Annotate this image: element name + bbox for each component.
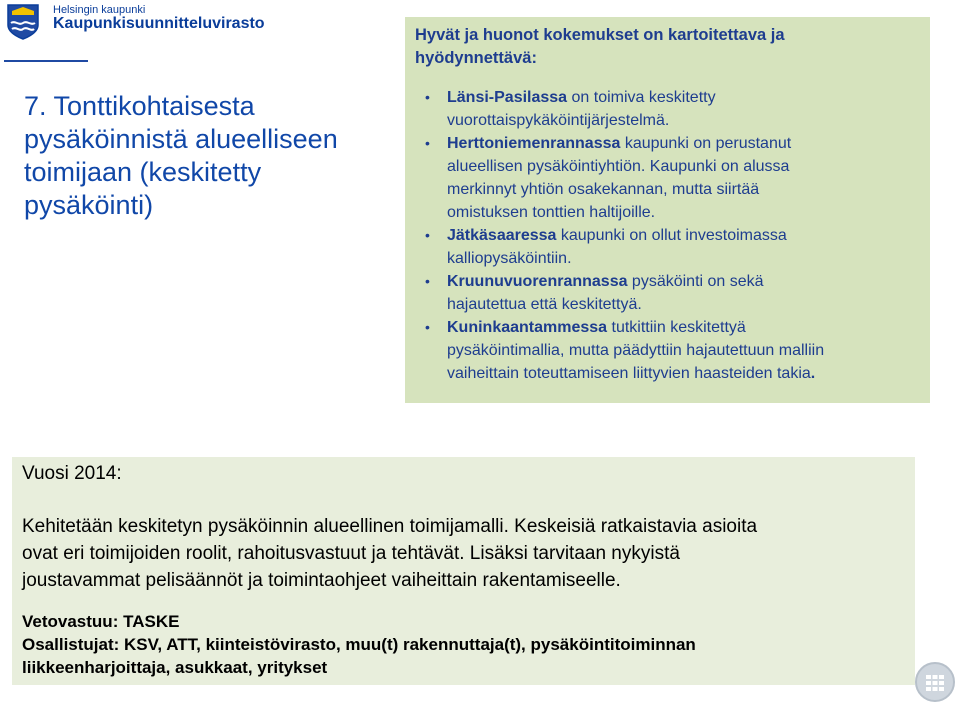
plan-line: ovat eri toimijoiden roolit, rahoitusvastuut ja tehtävät. Lisäksi tarvitaan nykyistä (22, 543, 680, 564)
experience-list (415, 86, 920, 385)
list-item (415, 316, 920, 385)
title-line: pysäköinnistä alueelliseen (24, 124, 338, 154)
bullet-text: omistuksen tonttien haltijoille. (447, 204, 656, 221)
bullet-text: merkinnyt yhtiön osakekannan, mutta siirtää (447, 181, 760, 198)
responsible-party: Vetovastuu: TASKE (22, 612, 180, 631)
panel-heading-line: Hyvät ja huonot kokemukset on kartoitettava ja (415, 26, 785, 44)
plan-line: Kehitetään keskitetyn pysäköinnin alueellinen toimijamalli. Keskeisiä ratkaistavia asioita (22, 516, 758, 537)
department-name: Kaupunkisuunnitteluvirasto (53, 15, 265, 32)
place-name: Jätkäsaaressa (447, 227, 557, 244)
bullet-end-mark: . (810, 365, 816, 382)
bullet-text: pysäköintimallia, mutta päädyttiin hajautettuun malliin (447, 342, 825, 359)
list-item (415, 132, 920, 224)
bullet-text: vaiheittain toteuttamiseen liittyvien haasteiden takia (447, 365, 811, 382)
title-line: 7. Tonttikohtaisesta (24, 91, 255, 121)
bullet-text: kaupunki on perustanut (620, 135, 792, 152)
city-logo (6, 3, 286, 41)
participants-line: liikkeenharjoittaja, asukkaat, yritykset (22, 658, 328, 677)
helsinki-crest-icon (6, 3, 40, 41)
list-item (415, 86, 920, 132)
experiences-panel (405, 17, 930, 403)
panel-heading-line: hyödynnettävä: (415, 49, 537, 67)
bullet-text: on toimiva keskitetty (567, 89, 716, 106)
place-name: Herttoniemenrannassa (447, 135, 621, 152)
participants-line: Osallistujat: KSV, ATT, kiinteistövirasto, muu(t) rakennuttaja(t), pysäköintitoiminnan (22, 635, 696, 654)
place-name: Länsi-Pasilassa (447, 89, 568, 106)
title-line: pysäköinti) (24, 190, 154, 220)
bullet-text: tutkittiin keskitettyä (607, 319, 746, 336)
title-line: toimijaan (keskitetty (24, 157, 262, 187)
panel-heading (415, 24, 920, 70)
list-item (415, 270, 920, 316)
responsibility-block (22, 610, 905, 679)
bullet-icon: • (425, 227, 430, 243)
year-label: Vuosi 2014: (22, 463, 122, 484)
year-plan-box (12, 457, 915, 685)
plan-line: joustavammat pelisäännöt ja toimintaohjeet vaiheittain rakentamiseelle. (22, 570, 621, 591)
list-item (415, 224, 920, 270)
place-name: Kuninkaantammessa (447, 319, 608, 336)
bullet-icon: • (425, 319, 430, 335)
bullet-icon: • (425, 135, 430, 151)
bullet-text: alueellisen pysäköintiyhtiön. Kaupunki on alussa (447, 158, 790, 175)
bullet-text: kaupunki on ollut investoimassa (556, 227, 787, 244)
plan-description (22, 513, 905, 594)
bullet-icon: • (425, 89, 430, 105)
bullet-text: pysäköinti on sekä (627, 273, 764, 290)
org-name: Helsingin kaupunki (53, 4, 146, 16)
bullet-text: vuorottaispykäköintijärjestelmä. (447, 112, 670, 129)
bullet-text: hajautettua että keskitettyä. (447, 296, 642, 313)
header-divider (4, 60, 88, 62)
place-name: Kruunuvuorenrannassa (447, 273, 628, 290)
slide-title (24, 90, 384, 222)
bullet-text: kalliopysäköintiin. (447, 250, 572, 267)
slide-navigation-button[interactable] (915, 662, 955, 702)
bullet-icon: • (425, 273, 430, 289)
grid-icon (926, 675, 944, 691)
